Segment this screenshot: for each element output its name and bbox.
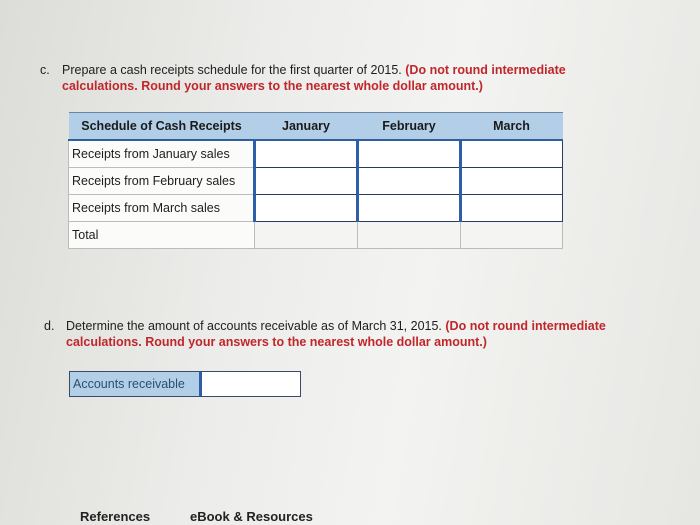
part-d-letter: d.	[44, 319, 55, 333]
table-row	[69, 140, 563, 168]
tab-ebook-resources[interactable]: eBook & Resources	[190, 509, 313, 524]
part-c-letter: c.	[40, 63, 50, 77]
input-mar-sales-january[interactable]	[255, 195, 358, 222]
part-c-text: Prepare a cash receipts schedule for the first quarter of 2015.	[62, 63, 402, 77]
accounts-receivable-row	[69, 371, 301, 397]
input-mar-sales-february[interactable]	[358, 195, 461, 222]
input-jan-sales-january[interactable]	[255, 140, 358, 168]
input-mar-sales-march[interactable]	[461, 195, 563, 222]
total-february-cell	[358, 222, 461, 249]
table-row	[69, 168, 563, 195]
total-march-cell	[461, 222, 563, 249]
input-feb-sales-february[interactable]	[358, 168, 461, 195]
part-d-prompt	[66, 318, 626, 350]
header-schedule-title: Schedule of Cash Receipts	[69, 113, 255, 141]
row-label-total: Total	[69, 222, 255, 249]
part-c-instruction: (Do not round intermediate calculations. Round your answers to the nearest whole dollar amount.)	[62, 63, 566, 93]
input-feb-sales-march[interactable]	[461, 168, 563, 195]
header-march: March	[461, 113, 563, 141]
answer-input[interactable]	[359, 141, 459, 167]
cash-receipts-schedule-table	[68, 112, 563, 249]
row-label-january-receipts: Receipts from January sales	[69, 140, 255, 168]
table-total-row	[69, 222, 563, 249]
part-d-instruction: (Do not round intermediate calculations. Round your answers to the nearest whole dollar amount.)	[66, 319, 606, 349]
table-header-row	[69, 113, 563, 141]
answer-input[interactable]	[462, 195, 562, 221]
part-c-prompt	[62, 62, 622, 94]
input-jan-sales-march[interactable]	[461, 140, 563, 168]
accounts-receivable-input[interactable]	[202, 372, 300, 396]
accounts-receivable-cell[interactable]	[199, 372, 300, 396]
row-label-march-receipts: Receipts from March sales	[69, 195, 255, 222]
answer-input[interactable]	[256, 141, 356, 167]
header-february: February	[358, 113, 461, 141]
header-january: January	[255, 113, 358, 141]
accounts-receivable-label: Accounts receivable	[70, 372, 199, 396]
part-d-text: Determine the amount of accounts receivable as of March 31, 2015.	[66, 319, 442, 333]
tab-references[interactable]: References	[80, 509, 151, 524]
answer-input[interactable]	[462, 141, 562, 167]
answer-input[interactable]	[359, 195, 459, 221]
table-row	[69, 195, 563, 222]
answer-input[interactable]	[359, 168, 459, 194]
answer-input[interactable]	[462, 168, 562, 194]
input-jan-sales-february[interactable]	[358, 140, 461, 168]
answer-input[interactable]	[256, 195, 356, 221]
input-feb-sales-january[interactable]	[255, 168, 358, 195]
row-label-february-receipts: Receipts from February sales	[69, 168, 255, 195]
answer-input[interactable]	[256, 168, 356, 194]
total-january-cell	[255, 222, 358, 249]
